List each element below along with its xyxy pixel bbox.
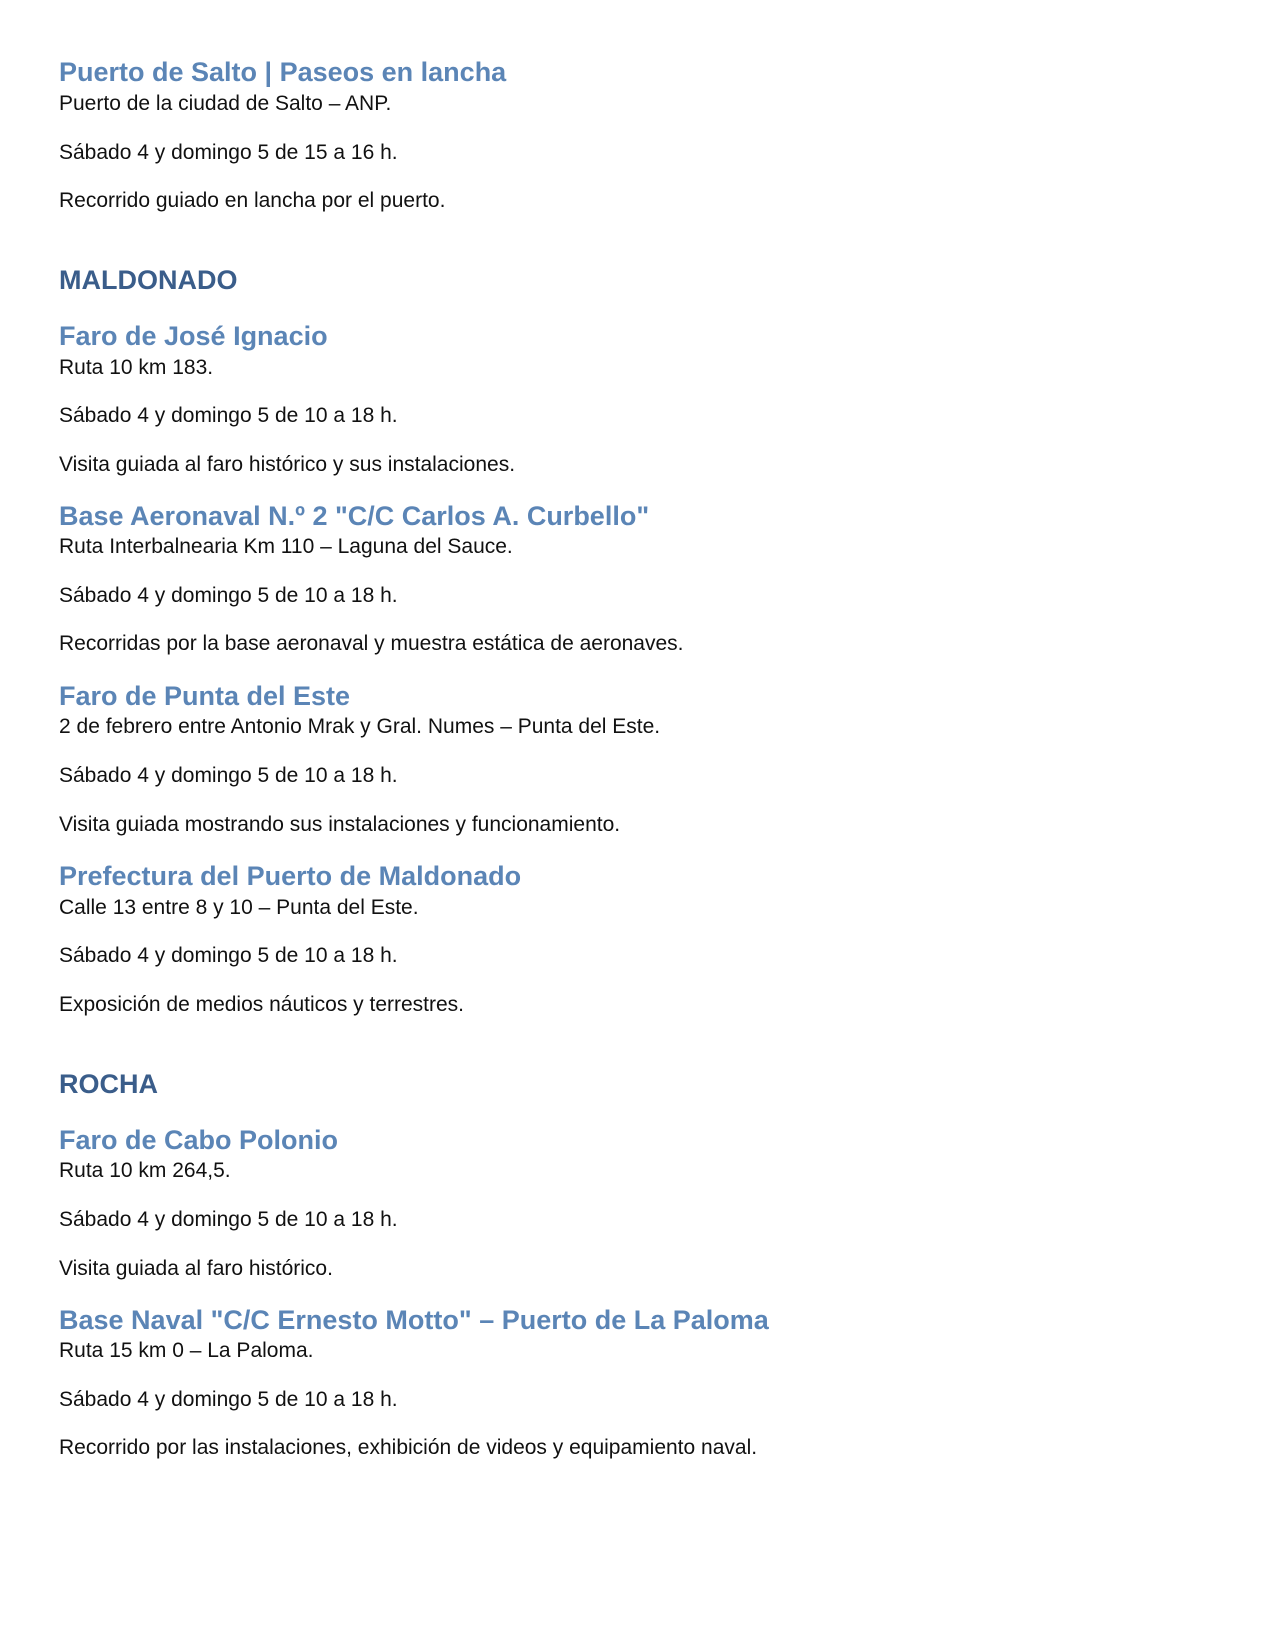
entry-description: Visita guiada mostrando sus instalaciones y funcionamiento.	[59, 813, 621, 836]
entry-description: Recorrido guiado en lancha por el puerto.	[59, 189, 446, 212]
entry-address: Puerto de la ciudad de Salto – ANP.	[59, 92, 392, 115]
section-title-maldonado: MALDONADO	[59, 265, 238, 295]
entry-schedule: Sábado 4 y domingo 5 de 10 a 18 h.	[59, 764, 398, 787]
entry-title: Faro de José Ignacio	[59, 321, 328, 351]
entry-address: Ruta 10 km 183.	[59, 356, 214, 379]
entry-schedule: Sábado 4 y domingo 5 de 10 a 18 h.	[59, 1388, 398, 1411]
entry-title: Base Aeronaval N.º 2 "C/C Carlos A. Curbello"	[59, 501, 650, 531]
entry-address: Ruta Interbalnearia Km 110 – Laguna del Sauce.	[59, 535, 513, 558]
section-title-rocha: ROCHA	[59, 1069, 158, 1099]
entry-title: Faro de Punta del Este	[59, 681, 351, 711]
entry-schedule: Sábado 4 y domingo 5 de 10 a 18 h.	[59, 1208, 398, 1231]
entry-address: Ruta 10 km 264,5.	[59, 1159, 231, 1182]
entry-schedule: Sábado 4 y domingo 5 de 15 a 16 h.	[59, 141, 398, 164]
entry-description: Exposición de medios náuticos y terrestres.	[59, 993, 465, 1016]
entry-address: Calle 13 entre 8 y 10 – Punta del Este.	[59, 896, 419, 919]
entry-description: Recorrido por las instalaciones, exhibición de videos y equipamiento naval.	[59, 1436, 758, 1459]
entry-description: Recorridas por la base aeronaval y muestra estática de aeronaves.	[59, 632, 684, 655]
entry-description: Visita guiada al faro histórico.	[59, 1257, 333, 1280]
entry-schedule: Sábado 4 y domingo 5 de 10 a 18 h.	[59, 944, 398, 967]
entry-title: Puerto de Salto | Paseos en lancha	[59, 57, 507, 87]
entry-address: 2 de febrero entre Antonio Mrak y Gral. Numes – Punta del Este.	[59, 715, 661, 738]
entry-schedule: Sábado 4 y domingo 5 de 10 a 18 h.	[59, 404, 398, 427]
entry-title: Base Naval "C/C Ernesto Motto" – Puerto de La Paloma	[59, 1305, 769, 1335]
entry-address: Ruta 15 km 0 – La Paloma.	[59, 1339, 314, 1362]
entry-description: Visita guiada al faro histórico y sus instalaciones.	[59, 453, 516, 476]
entry-title: Prefectura del Puerto de Maldonado	[59, 861, 522, 891]
entry-title: Faro de Cabo Polonio	[59, 1125, 339, 1155]
entry-schedule: Sábado 4 y domingo 5 de 10 a 18 h.	[59, 584, 398, 607]
